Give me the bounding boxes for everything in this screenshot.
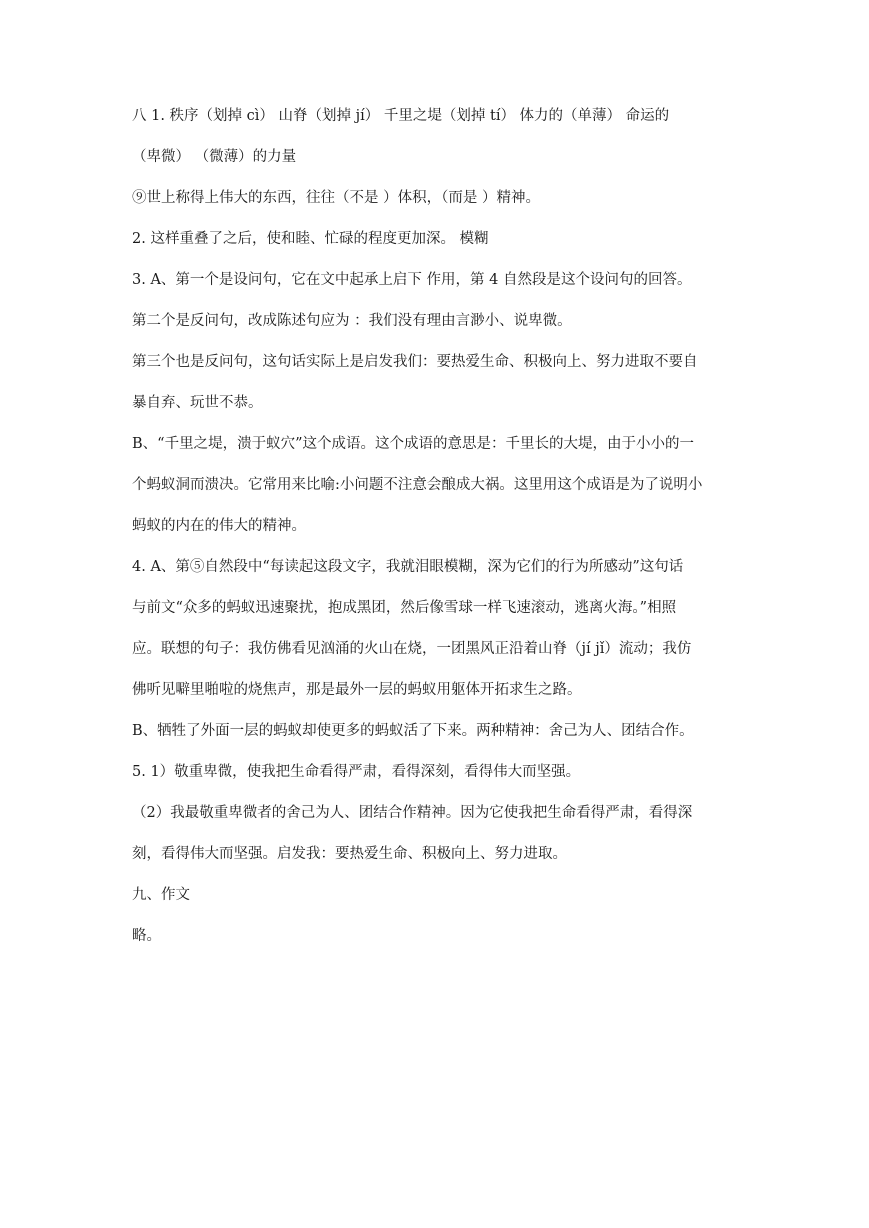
text-line: 2. 这样重叠了之后，使和睦、忙碌的程度更加深。 模糊 bbox=[132, 231, 489, 247]
text-line: 第二个是反问句，改成陈述句应为 ：我们没有理由言渺小、说卑微。 bbox=[132, 313, 572, 329]
text-line: （卑微） （微薄）的力量 bbox=[132, 149, 297, 165]
text-line: 九、作文 bbox=[132, 887, 190, 903]
text-line: 与前文“众多的蚂蚁迅速聚扰，抱成黑团，然后像雪球一样飞速滚动，逃离火海。”相照 bbox=[132, 600, 677, 616]
text-line: ⑨世上称得上伟大的东西，往往（不是 ）体积，（而是 ）精神。 bbox=[132, 190, 540, 206]
text-line: 八 1. 秩序（划掉 cì） 山脊（划掉 jí） 千里之堤（划掉 tí） 体力的（单薄） 命运的 bbox=[132, 108, 670, 124]
answer-key-text bbox=[132, 96, 742, 957]
text-line: 蚂蚁的内在的伟大的精神。 bbox=[132, 518, 306, 534]
text-line: （2）我最敬重卑微者的舍己为人、团结合作精神。因为它使我把生命看得严肃，看得深 bbox=[132, 805, 693, 821]
text-line: 4. A、第⑤自然段中“每读起这段文字，我就泪眼模糊，深为它们的行为所感动”这句话 bbox=[132, 559, 684, 575]
text-line: 3. A、第一个是设问句，它在文中起承上启下 作用，第 4 自然段是这个设问句的回答。 bbox=[132, 272, 692, 288]
text-line: 第三个也是反问句，这句话实际上是启发我们：要热爱生命、积极向上、努力进取不要自 bbox=[132, 354, 698, 370]
text-line: 刻，看得伟大而坚强。启发我：要热爱生命、积极向上、努力进取。 bbox=[132, 846, 567, 862]
text-line: 5. 1）敬重卑微，使我把生命看得严肃，看得深刻，看得伟大而坚强。 bbox=[132, 764, 581, 780]
text-line: 暴自弃、玩世不恭。 bbox=[132, 395, 263, 411]
text-line: B、牺牲了外面一层的蚂蚁却使更多的蚂蚁活了下来。两种精神：舍己为人、团结合作。 bbox=[132, 723, 694, 739]
text-line: 个蚂蚁洞而溃决。它常用来比喻:小问题不注意会酿成大祸。这里用这个成语是为了说明小 bbox=[132, 477, 703, 493]
text-line: 略。 bbox=[132, 928, 161, 944]
text-line: 佛听见噼里啪啦的烧焦声，那是最外一层的蚂蚁用躯体开拓求生之路。 bbox=[132, 682, 582, 698]
text-line: 应。联想的句子：我仿佛看见汹涌的火山在烧，一团黑风正沿着山脊（jí jǐ）流动；我仿 bbox=[132, 641, 692, 657]
text-line: B、“千里之堤，溃于蚁穴”这个成语。这个成语的意思是：千里长的大堤，由于小小的一 bbox=[132, 436, 694, 452]
